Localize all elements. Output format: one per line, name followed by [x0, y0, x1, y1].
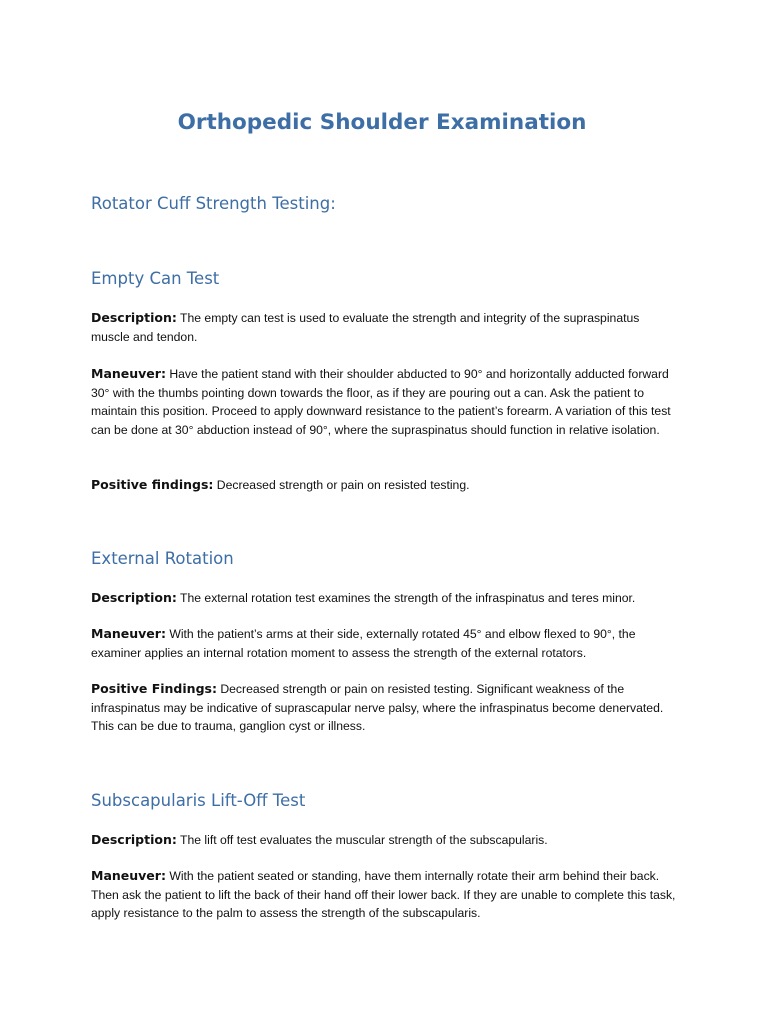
positive-findings-label: Positive findings: [91, 477, 214, 492]
positive-findings-label: Positive Findings: [91, 681, 217, 696]
maneuver-label: Maneuver: [91, 868, 166, 883]
external-rotation-positive-findings [91, 680, 681, 736]
subscapularis-maneuver [91, 867, 681, 923]
description-label: Description: [91, 590, 177, 605]
maneuver-text: With the patient’s arms at their side, externally rotated 45° and elbow flexed to 90°, the examiner applies an internal rotation moment to assess the strength of the external rotators. [91, 627, 636, 660]
description-text: The external rotation test examines the strength of the infraspinatus and teres minor. [176, 591, 636, 605]
page-title: Orthopedic Shoulder Examination [177, 110, 587, 135]
maneuver-label: Maneuver: [91, 626, 166, 641]
subscapularis-description [91, 831, 681, 850]
description-label: Description: [91, 310, 177, 325]
external-rotation-description [91, 589, 681, 608]
description-label: Description: [91, 832, 177, 847]
section-heading: Rotator Cuff Strength Testing: [91, 194, 336, 213]
test-heading-empty-can: Empty Can Test [91, 269, 220, 288]
empty-can-positive-findings [91, 476, 681, 495]
maneuver-label: Maneuver: [91, 366, 166, 381]
positive-findings-text: Decreased strength or pain on resisted testing. [213, 478, 470, 492]
external-rotation-maneuver [91, 625, 681, 662]
test-heading-subscapularis-lift-off: Subscapularis Lift-Off Test [91, 791, 306, 810]
description-text: The empty can test is used to evaluate the strength and integrity of the supraspinatus muscle and tendon. [91, 311, 640, 344]
description-text: The lift off test evaluates the muscular strength of the subscapularis. [176, 833, 548, 847]
test-heading-external-rotation: External Rotation [91, 549, 234, 568]
positive-findings-text: Decreased strength or pain on resisted testing. Significant weakness of the infraspinatus may be indicative of suprascapular nerve palsy, where the infraspinatus become denervated. This can be due to trauma, ganglion cyst or illness. [91, 682, 664, 734]
empty-can-maneuver [91, 365, 681, 439]
empty-can-description [91, 309, 681, 346]
maneuver-text: Have the patient stand with their shoulder abducted to 90° and horizontally adducted forward 30° with the thumbs pointing down towards the floor, as if they are pouring out a can. Ask the patient to maintain this position. Proceed to apply downward resistance to the patient’s forearm. A variation of this test can be done at 30° abduction instead of 90°, where the supraspinatus should function in relative isolation. [91, 367, 671, 437]
maneuver-text: With the patient seated or standing, have them internally rotate their arm behind their back. Then ask the patient to lift the back of their hand off their lower back. If they are unable to complete this task, apply resistance to the palm to assess the strength of the subscapularis. [91, 869, 676, 921]
